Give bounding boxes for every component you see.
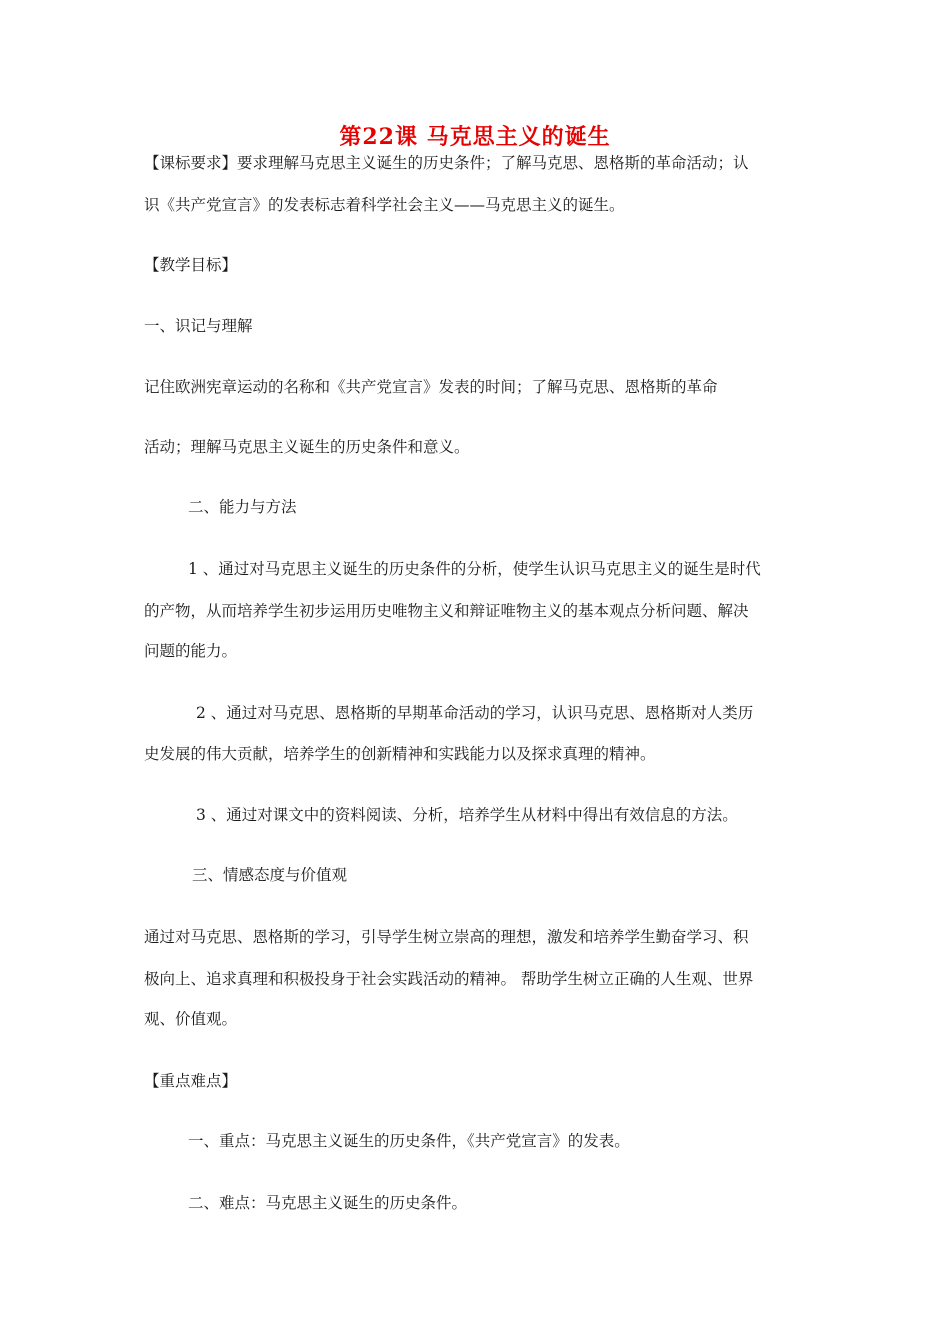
section1-line-2: 活动；理解马克思主义诞生的历史条件和意义。 — [144, 438, 470, 456]
section2-heading: 二、能力与方法 — [188, 498, 297, 516]
section1-line-1: 记住欧洲宪章运动的名称和《共产党宣言》发表的时间；了解马克思、恩格斯的革命 — [144, 378, 718, 396]
section1-heading: 一、识记与理解 — [144, 317, 253, 335]
section3-heading: 三、情感态度与价值观 — [192, 866, 348, 884]
section3-line-1: 通过对马克思、恩格斯的学习，引导学生树立崇高的理想，激发和培养学生勤奋学习、积 — [144, 928, 749, 946]
keypoints-heading: 【重点难点】 — [144, 1072, 238, 1090]
curriculum-line-1: 【课标要求】要求理解马克思主义诞生的历史条件；了解马克思、恩格斯的革命活动；认 — [144, 154, 749, 172]
section2-item2-line-1: 2 、通过对马克思、恩格斯的早期革命活动的学习，认识马克思、恩格斯对人类历 — [196, 704, 754, 722]
section2-item1-line-1: 1 、通过对马克思主义诞生的历史条件的分析，使学生认识马克思主义的诞生是时代 — [188, 560, 761, 578]
objectives-heading: 【教学目标】 — [144, 256, 238, 274]
key-point: 一、重点：马克思主义诞生的历史条件，《共产党宣言》的发表。 — [188, 1132, 630, 1150]
section2-item1-line-3: 问题的能力。 — [144, 642, 238, 660]
section3-line-2: 极向上、追求真理和积极投身于社会实践活动的精神。 帮助学生树立正确的人生观、世界 — [144, 970, 754, 988]
section2-item3-line-1: 3 、通过对课文中的资料阅读、分析，培养学生从材料中得出有效信息的方法。 — [196, 806, 738, 824]
section3-line-3: 观、价值观。 — [144, 1010, 238, 1028]
section2-item2-line-2: 史发展的伟大贡献，培养学生的创新精神和实践能力以及探求真理的精神。 — [144, 745, 656, 763]
section2-item1-line-2: 的产物，从而培养学生初步运用历史唯物主义和辩证唯物主义的基本观点分析问题、解决 — [144, 602, 749, 620]
difficult-point: 二、难点：马克思主义诞生的历史条件。 — [188, 1194, 468, 1212]
curriculum-line-2: 识《共产党宣言》的发表标志着科学社会主义——马克思主义的诞生。 — [144, 196, 625, 214]
lesson-title: 第22课 马克思主义的诞生 — [339, 124, 611, 150]
